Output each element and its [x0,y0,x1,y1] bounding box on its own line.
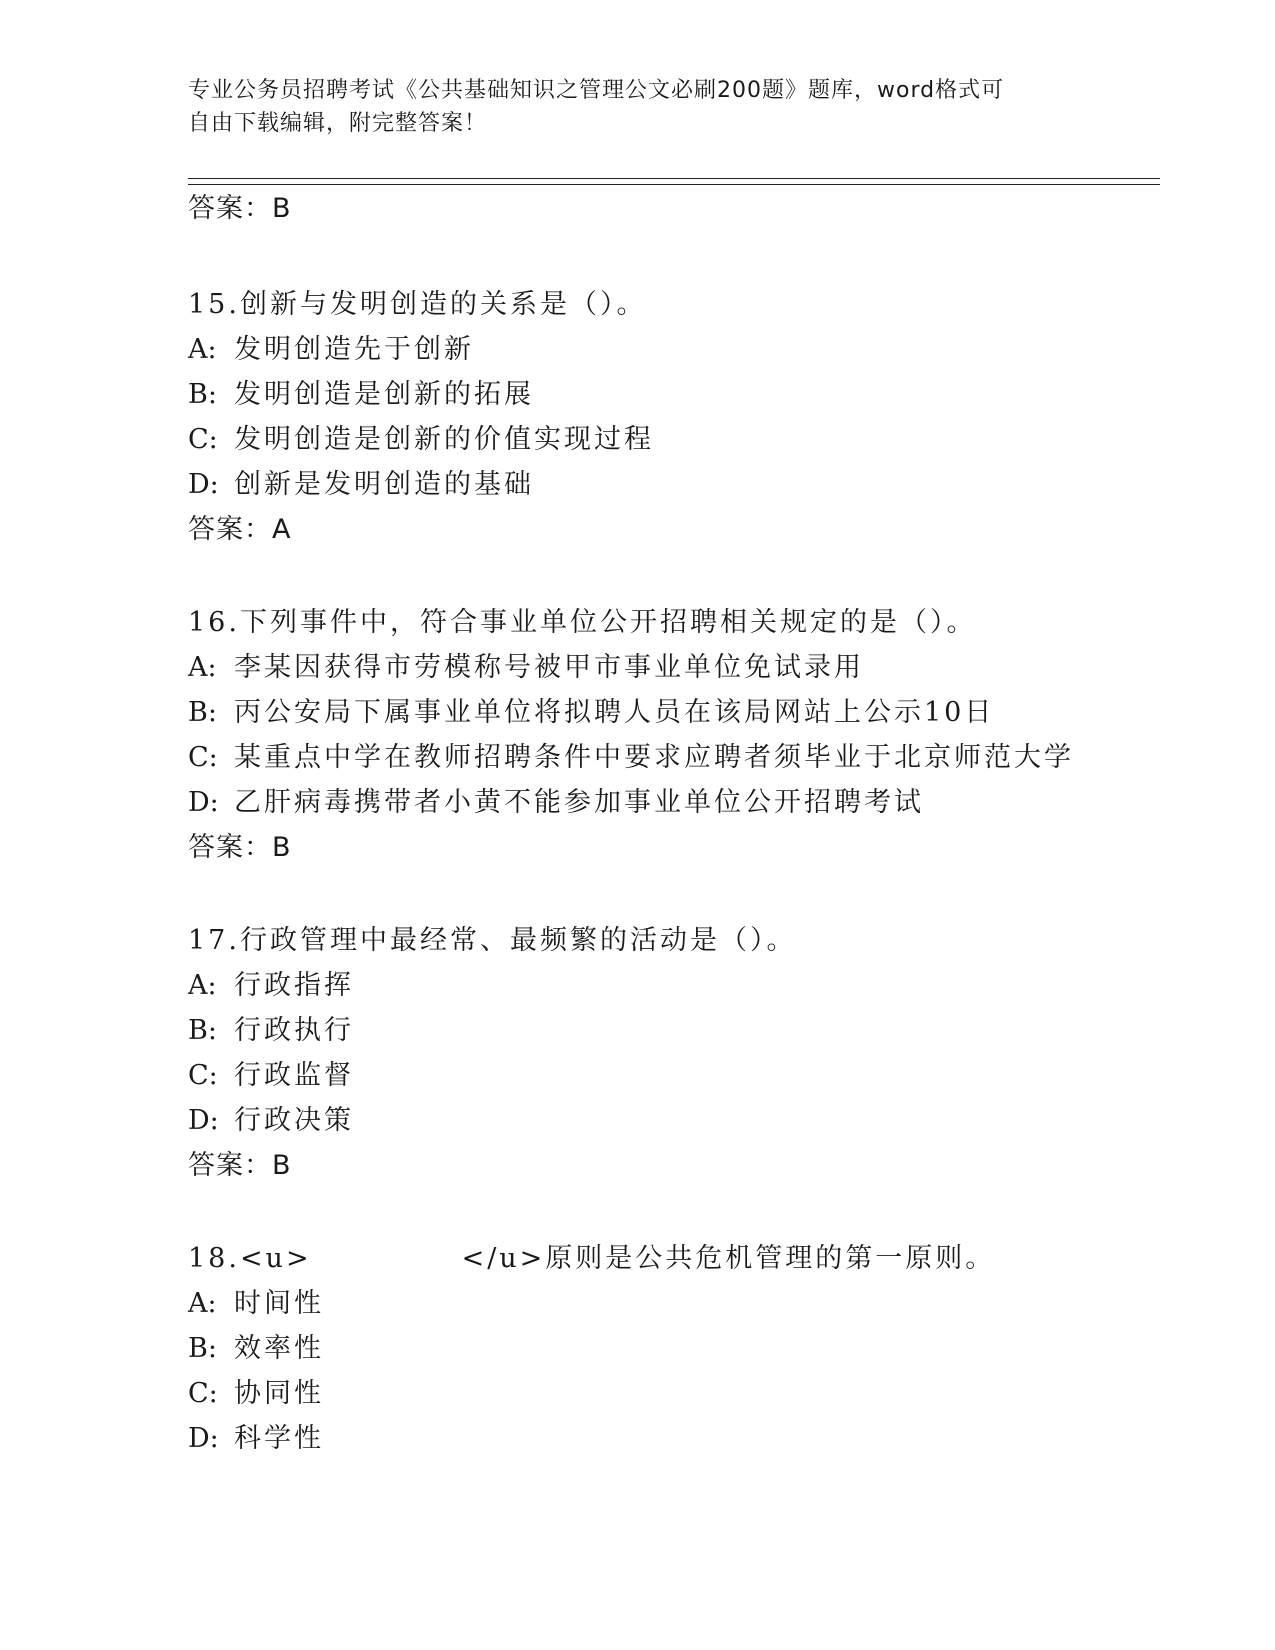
option-label: D: [188,1105,219,1136]
answer-prefix: 答案： [188,193,272,224]
option-text: 时间性 [234,1288,324,1319]
stem-start: 18.<u> [188,1243,312,1274]
option-d [188,462,534,501]
option-label: D: [188,469,219,500]
option-d [188,780,924,819]
option-label: C: [188,1060,218,1091]
option-a [188,963,354,1002]
option-label: C: [188,424,218,455]
option-label: B: [188,379,217,410]
answer-line [188,825,292,864]
question-stem: 16.下列事件中，符合事业单位公开招聘相关规定的是（）。 [188,607,977,638]
option-a [188,645,864,684]
answer-value: B [272,832,292,863]
document-header [188,74,1088,140]
option-b [188,1326,324,1365]
header-divider [188,178,1160,185]
option-b [188,690,994,729]
option-text: 行政执行 [234,1015,354,1046]
option-label: A: [188,334,217,365]
option-label: D: [188,1423,219,1454]
option-label: A: [188,652,217,683]
option-text: 创新是发明创造的基础 [234,469,534,500]
answer-value: A [272,514,292,545]
option-text: 乙肝病毒携带者小黄不能参加事业单位公开招聘考试 [234,787,924,818]
answer-prefix: 答案： [188,1150,272,1181]
option-label: B: [188,697,217,728]
option-d [188,1098,354,1137]
option-label: B: [188,1015,217,1046]
option-b [188,1008,354,1047]
option-text: 行政决策 [234,1105,354,1136]
option-c [188,1371,324,1410]
option-text: 某重点中学在教师招聘条件中要求应聘者须毕业于北京师范大学 [234,742,1074,773]
option-d [188,1416,324,1455]
option-text: 发明创造先于创新 [234,334,474,365]
option-label: C: [188,742,218,773]
answer-value: B [272,193,292,224]
answer-prefix: 答案： [188,832,272,863]
option-text: 科学性 [234,1423,324,1454]
answer-value: B [272,1150,292,1181]
option-c [188,1053,354,1092]
option-text: 李某因获得市劳模称号被甲市事业单位免试录用 [234,652,864,683]
option-label: B: [188,1333,217,1364]
answer-line [188,1143,292,1182]
option-text: 效率性 [234,1333,324,1364]
question-stem [188,1236,995,1275]
option-c [188,735,1074,774]
option-a [188,327,474,366]
option-a [188,1281,324,1320]
option-text: 行政指挥 [234,970,354,1001]
question-stem: 15.创新与发明创造的关系是（）。 [188,289,647,320]
option-label: D: [188,787,219,818]
question-stem: 17.行政管理中最经常、最频繁的活动是（）。 [188,925,797,956]
answer-prefix: 答案： [188,514,272,545]
stem-end: </u>原则是公共危机管理的第一原则。 [461,1243,996,1274]
option-text: 发明创造是创新的拓展 [234,379,534,410]
option-text: 协同性 [234,1378,324,1409]
header-line-2: 自由下载编辑，附完整答案！ [188,111,488,136]
answer-line [188,507,291,546]
option-label: C: [188,1378,218,1409]
header-line-1: 专业公务员招聘考试《公共基础知识之管理公文必刷200题》题库，word格式可 [188,78,1005,103]
option-b [188,372,534,411]
option-label: A: [188,1288,217,1319]
option-text: 发明创造是创新的价值实现过程 [234,424,654,455]
option-label: A: [188,970,217,1001]
option-c [188,417,654,456]
option-text: 行政监督 [234,1060,354,1091]
option-text: 丙公安局下属事业单位将拟聘人员在该局网站上公示10日 [234,697,995,728]
answer-line [188,186,292,225]
